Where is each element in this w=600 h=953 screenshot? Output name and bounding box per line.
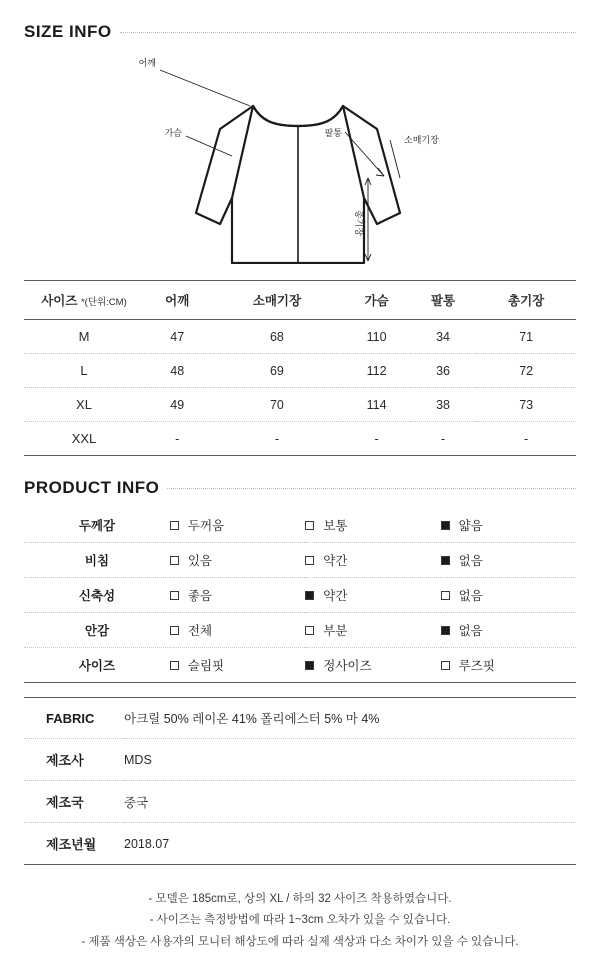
spec-option bbox=[305, 613, 440, 648]
cell-shoulder: 49 bbox=[144, 388, 210, 422]
fabric-value: 2018.07 bbox=[124, 823, 576, 865]
product-info-heading bbox=[24, 478, 576, 498]
cell-size: L bbox=[24, 354, 144, 388]
cell-chest: 114 bbox=[343, 388, 409, 422]
cell-size: XXL bbox=[24, 422, 144, 456]
spec-option bbox=[441, 578, 576, 613]
size-info-title: SIZE INFO bbox=[24, 22, 112, 41]
size-table-header-shoulder: 어깨 bbox=[144, 281, 210, 320]
cell-sleeve: 70 bbox=[210, 388, 343, 422]
spec-option bbox=[170, 508, 305, 543]
spec-option bbox=[170, 613, 305, 648]
cell-sleeve: 69 bbox=[210, 354, 343, 388]
spec-option-label: 약간 bbox=[323, 589, 348, 603]
spec-option-label: 없음 bbox=[458, 554, 483, 568]
fabric-label: 제조년월 bbox=[24, 823, 124, 865]
size-table-header-row bbox=[24, 281, 576, 320]
product-spec-table bbox=[24, 508, 576, 683]
checkbox-icon[interactable] bbox=[170, 626, 179, 635]
size-table-header-arm: 팔통 bbox=[410, 281, 476, 320]
spec-option-label: 있음 bbox=[187, 554, 213, 568]
spec-option-label: 없음 bbox=[458, 624, 483, 638]
spec-option bbox=[441, 648, 576, 683]
diagram-label-chest: 가슴 bbox=[164, 128, 182, 138]
size-table-header-length: 총기장 bbox=[476, 281, 576, 320]
spec-option-label: 좋음 bbox=[187, 589, 213, 603]
diagram-label-shoulder: 어깨 bbox=[138, 58, 156, 68]
cell-sleeve: - bbox=[210, 422, 343, 456]
spec-option-label: 없음 bbox=[458, 589, 483, 603]
spec-option bbox=[170, 578, 305, 613]
spec-option bbox=[170, 648, 305, 683]
checkbox-icon[interactable] bbox=[441, 591, 450, 600]
cell-length: 73 bbox=[476, 388, 576, 422]
cell-chest: 110 bbox=[343, 320, 409, 354]
spec-row-lining bbox=[24, 613, 576, 648]
cell-length: 72 bbox=[476, 354, 576, 388]
fabric-label: 제조국 bbox=[24, 781, 124, 823]
checkbox-icon[interactable] bbox=[305, 556, 314, 565]
cell-length: - bbox=[476, 422, 576, 456]
checkbox-icon[interactable] bbox=[170, 521, 179, 530]
table-row bbox=[24, 698, 576, 739]
cell-arm: 36 bbox=[410, 354, 476, 388]
spec-option-label: 전체 bbox=[187, 624, 213, 638]
spec-option-label: 두꺼움 bbox=[187, 519, 225, 533]
size-header-text: 사이즈 bbox=[41, 294, 78, 308]
spec-option bbox=[305, 543, 440, 578]
spec-row-elasticity bbox=[24, 578, 576, 613]
spec-option-label: 정사이즈 bbox=[323, 659, 372, 673]
heading-divider bbox=[120, 32, 576, 33]
checkbox-icon[interactable] bbox=[170, 591, 179, 600]
table-row bbox=[24, 320, 576, 354]
spec-option-label: 얇음 bbox=[458, 519, 483, 533]
spec-label: 사이즈 bbox=[24, 648, 170, 683]
spec-option bbox=[441, 508, 576, 543]
spec-option bbox=[305, 578, 440, 613]
spec-label: 신축성 bbox=[24, 578, 170, 613]
checkbox-icon[interactable] bbox=[441, 556, 450, 565]
size-table-header-sleeve: 소매기장 bbox=[210, 281, 343, 320]
cell-length: 71 bbox=[476, 320, 576, 354]
size-table-header-size bbox=[24, 281, 144, 320]
diagram-label-total-length: 총기장 bbox=[354, 209, 364, 237]
spec-option-label: 약간 bbox=[323, 554, 348, 568]
garment-svg bbox=[100, 48, 500, 264]
product-info-title: PRODUCT INFO bbox=[24, 478, 160, 497]
checkbox-icon[interactable] bbox=[441, 626, 450, 635]
cell-arm: 34 bbox=[410, 320, 476, 354]
cell-size: XL bbox=[24, 388, 144, 422]
table-row bbox=[24, 422, 576, 456]
spec-option-label: 보통 bbox=[323, 519, 348, 533]
cell-arm: - bbox=[410, 422, 476, 456]
spec-option bbox=[305, 508, 440, 543]
size-info-heading bbox=[24, 22, 576, 42]
spec-label: 안감 bbox=[24, 613, 170, 648]
size-unit-note: *(단위:CM) bbox=[80, 297, 127, 308]
spec-option-label: 슬림핏 bbox=[187, 659, 225, 673]
fabric-value: 아크릴 50% 레이온 41% 폴리에스터 5% 마 4% bbox=[124, 698, 576, 739]
spec-label: 비침 bbox=[24, 543, 170, 578]
cell-chest: - bbox=[343, 422, 409, 456]
table-row bbox=[24, 823, 576, 865]
checkbox-icon[interactable] bbox=[441, 661, 450, 670]
checkbox-icon[interactable] bbox=[305, 521, 314, 530]
table-row bbox=[24, 781, 576, 823]
cell-size: M bbox=[24, 320, 144, 354]
checkbox-icon[interactable] bbox=[170, 661, 179, 670]
cell-shoulder: - bbox=[144, 422, 210, 456]
spec-option bbox=[305, 648, 440, 683]
size-table-header-chest: 가슴 bbox=[343, 281, 409, 320]
diagram-label-sleeve-width: 팔통 bbox=[324, 128, 342, 138]
checkbox-icon[interactable] bbox=[305, 591, 314, 600]
fabric-value: MDS bbox=[124, 739, 576, 781]
cell-chest: 112 bbox=[343, 354, 409, 388]
checkbox-icon[interactable] bbox=[305, 661, 314, 670]
checkbox-icon[interactable] bbox=[170, 556, 179, 565]
cell-shoulder: 47 bbox=[144, 320, 210, 354]
table-row bbox=[24, 739, 576, 781]
spec-option bbox=[441, 543, 576, 578]
note-line: - 사이즈는 측정방법에 따라 1~3cm 오차가 있을 수 있습니다. bbox=[149, 914, 451, 927]
garment-measurement-diagram bbox=[24, 48, 576, 270]
note-line: - 제품 색상은 사용자의 모니터 해상도에 따라 실제 색상과 다소 차이가 있을 수 있습니다. bbox=[81, 935, 519, 948]
heading-divider bbox=[167, 488, 576, 489]
cell-arm: 38 bbox=[410, 388, 476, 422]
spec-row-sheerness bbox=[24, 543, 576, 578]
fabric-label: 제조사 bbox=[24, 739, 124, 781]
spec-option-label: 부분 bbox=[323, 624, 348, 638]
table-row bbox=[24, 388, 576, 422]
size-measurement-table bbox=[24, 280, 576, 456]
checkbox-icon[interactable] bbox=[305, 626, 314, 635]
spec-row-fit bbox=[24, 648, 576, 683]
fabric-info-table bbox=[24, 697, 576, 865]
disclaimer-notes bbox=[24, 889, 576, 953]
fabric-value: 중국 bbox=[124, 781, 576, 823]
table-row bbox=[24, 354, 576, 388]
spec-row-thickness bbox=[24, 508, 576, 543]
spec-option bbox=[170, 543, 305, 578]
note-line: - 모델은 185cm로, 상의 XL / 하의 32 사이즈 착용하였습니다. bbox=[148, 893, 452, 905]
spec-label: 두께감 bbox=[24, 508, 170, 543]
cell-sleeve: 68 bbox=[210, 320, 343, 354]
checkbox-icon[interactable] bbox=[441, 521, 450, 530]
spec-option-label: 루즈핏 bbox=[458, 659, 495, 673]
diagram-label-sleeve-length: 소매기장 bbox=[404, 135, 439, 145]
product-detail-page bbox=[0, 22, 600, 948]
fabric-label: FABRIC bbox=[24, 698, 124, 739]
spec-option bbox=[441, 613, 576, 648]
cell-shoulder: 48 bbox=[144, 354, 210, 388]
